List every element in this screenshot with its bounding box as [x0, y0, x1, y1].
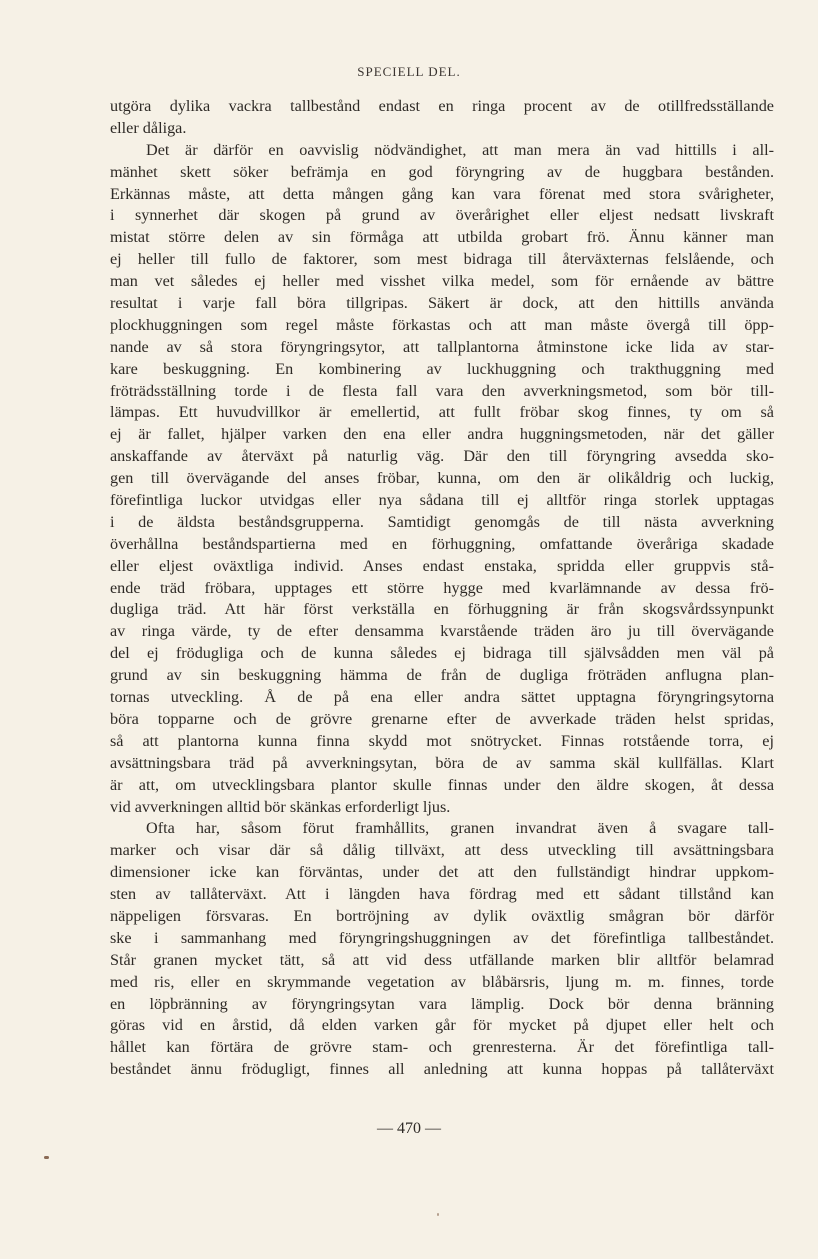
- text-line: tornas utveckling. Å de på ena eller andra sättet upptagna föryngringsytorna: [110, 688, 774, 707]
- text-line: Står granen mycket tätt, så att vid dess utfällande marken blir alltför belamrad: [110, 950, 774, 969]
- text-line: ej är fallet, hjälper varken den ena eller andra huggningsmetoden, när det gäller: [110, 425, 774, 444]
- text-line: plockhuggningen som regel måste förkastas och att man måste övergå till öpp-: [110, 315, 774, 334]
- body-text: [110, 96, 774, 1081]
- text-line: av ringa värde, ty de efter densamma kvarstående träden äro ju till övervägande: [110, 622, 774, 641]
- text-line: är att, om utvecklingsbara plantor skulle finnas under den äldre skogen, åt dessa: [110, 775, 774, 794]
- text-line: dugliga träd. Att här först verkställa en förhuggning är från skogsvårdssynpunkt: [110, 600, 774, 619]
- text-line: överhållna beståndspartierna med en förhuggning, omfattande överåriga skadade: [110, 534, 774, 553]
- text-line: resultat i varje fall böra tillgripas. Säkert är dock, att den hittills använda: [110, 294, 774, 313]
- text-line: Ofta har, såsom förut framhållits, granen invandrat även å svagare tall-: [146, 819, 774, 838]
- text-line: ende träd fröbara, upptages ett större hygge med kvarlämnande av dessa frö-: [110, 578, 774, 597]
- text-line: ske i sammanhang med föryngringshuggningen av det förefintliga tallbeståndet.: [110, 928, 774, 947]
- ink-speck: [437, 1213, 439, 1216]
- text-line: utgöra dylika vackra tallbestånd endast en ringa procent av de otillfredsställande: [110, 97, 774, 115]
- text-line: anskaffande av återväxt på naturlig väg. Där den till föryngring avsedda sko-: [110, 447, 774, 466]
- text-line: eller eljest oväxtliga individ. Anses endast enstaka, spridda eller gruppvis stå-: [110, 556, 774, 575]
- text-line: sten av tallåterväxt. Att i längden hava fördrag med ett sådant tillstånd kan: [110, 885, 774, 904]
- text-line: marker och visar där så dålig tillväxt, att dess utveckling till avsättningsbara: [110, 841, 774, 860]
- text-line: så att plantorna kunna finna skydd mot snötrycket. Finnas rotstående torra, ej: [110, 731, 774, 750]
- text-line: del ej frödugliga och de kunna således ej bidraga till självsådden men väl på: [110, 644, 774, 663]
- text-line: nande av så stora föryngringsytor, att tallplantorna åtminstone icke lida av star-: [110, 337, 774, 356]
- text-line: kare beskuggning. En kombinering av luckhuggning och trakthuggning med: [110, 359, 774, 378]
- text-line: Erkännas måste, att detta mången gång kan vara förenat med stora svårigheter,: [110, 184, 774, 203]
- text-line: dimensioner icke kan förväntas, under det att den fullständigt hindrar uppkom-: [110, 863, 774, 882]
- text-line: med ris, eller en skrymmande vegetation av blåbärsris, ljung m. m. finnes, torde: [110, 972, 774, 991]
- text-line: beståndet ännu frödugligt, finnes all anledning att kunna hoppas på tallåterväxt: [110, 1060, 774, 1079]
- text-line: fröträdsställning torde i de flesta fall vara den avverkningsmetod, som bör till-: [110, 381, 774, 400]
- text-line: i de äldsta beståndsgrupperna. Samtidigt genomgås de till nästa avverkning: [110, 512, 774, 531]
- text-line: göras vid en årstid, då elden varken går för mycket på djupet eller helt och: [110, 1016, 774, 1035]
- text-line: vid avverkningen alltid bör skänkas erforderligt ljus.: [110, 797, 451, 816]
- text-line: Det är därför en oavvislig nödvändighet, att man mera än vad hittills i all-: [146, 140, 774, 159]
- text-line: näppeligen försvaras. En bortröjning av dylik oväxtlig smågran bör därför: [110, 906, 774, 925]
- text-line: man vet således ej heller med visshet vilka medel, som för ernående av bättre: [110, 272, 774, 291]
- text-line: förefintliga luckor utvidgas eller nya sådana till ej alltför ringa storlek upptagas: [110, 491, 774, 510]
- text-line: avsättningsbara träd på avverkningsytan, böra de av samma skäl kullfällas. Klart: [110, 753, 774, 772]
- text-line: gen till övervägande del anses fröbar, kunna, om den är olikåldrig och luckig,: [110, 469, 774, 488]
- running-header: SPECIELL DEL.: [357, 64, 461, 79]
- text-line: mistat större delen av sin förmåga att utbilda grobart frö. Ännu känner man: [110, 228, 774, 247]
- text-line: mänhet skett söker befrämja en god föryngring av de huggbara bestånden.: [110, 162, 774, 181]
- text-line: lämpas. Ett huvudvillkor är emellertid, att fullt fröbar skog finnes, ty om så: [110, 403, 774, 422]
- text-line: eller dåliga.: [110, 118, 187, 137]
- text-line: en löpbränning av föryngringsytan vara lämplig. Dock bör denna bränning: [110, 994, 774, 1013]
- text-line: ej heller till fullo de faktorer, som mest bidraga till återväxternas felslående, och: [110, 250, 774, 269]
- text-line: hållet kan förtära de grövre stam- och grenresterna. Är det förefintliga tall-: [110, 1038, 774, 1057]
- text-line: böra topparne och de grövre grenarne efter de avverkade träden helst spridas,: [110, 709, 774, 728]
- text-line: i synnerhet där skogen på grund av överårighet eller eljest nedsatt livskraft: [110, 206, 774, 225]
- text-line: grund av sin beskuggning hämma de från de dugliga fröträden anflugna plan-: [110, 666, 774, 685]
- ink-speck: [44, 1156, 49, 1159]
- page-number: — 470 —: [377, 1120, 441, 1137]
